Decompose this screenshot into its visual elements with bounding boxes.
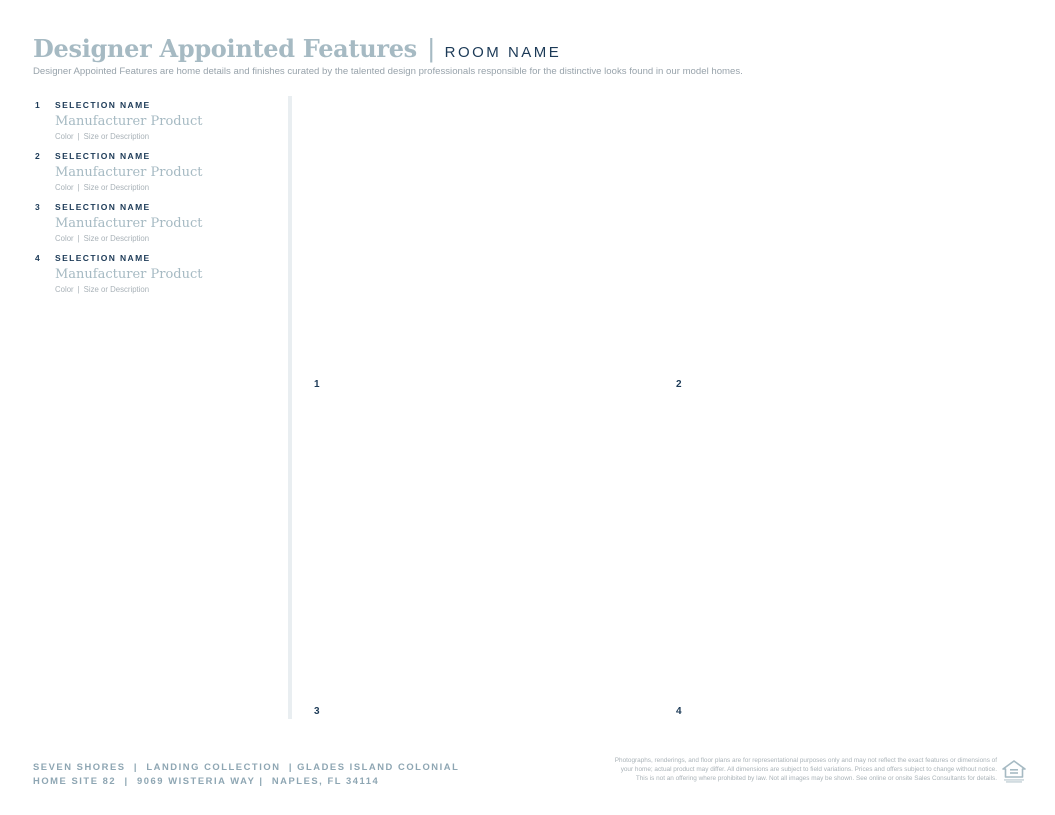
selection-name: SELECTION NAME bbox=[55, 253, 151, 263]
selection-color: Color bbox=[55, 183, 74, 192]
manufacturer-product: Manufacturer Product bbox=[55, 114, 203, 129]
manufacturer-product: Manufacturer Product bbox=[55, 165, 203, 180]
selection-item bbox=[35, 151, 275, 202]
selection-item bbox=[35, 202, 275, 253]
community-line: SEVEN SHORES | LANDING COLLECTION | GLADES ISLAND COLONIAL bbox=[33, 761, 460, 772]
selection-color: Color bbox=[55, 132, 74, 141]
detail-separator: | bbox=[77, 183, 80, 192]
selection-list bbox=[35, 100, 275, 304]
title-block bbox=[33, 33, 561, 64]
title-separator: | bbox=[427, 33, 435, 63]
disclaimer-line: your home; actual product may differ. All dimensions are subject to field variations. Prices and offers subject to change without notice. bbox=[620, 766, 997, 774]
selection-details bbox=[55, 183, 149, 192]
image-label-4: 4 bbox=[676, 706, 682, 717]
page-subtitle: Designer Appointed Features are home details and finishes curated by the talented design professionals responsible for the distinctive looks found in our model homes. bbox=[33, 66, 743, 77]
selection-details bbox=[55, 285, 149, 294]
selection-description: Size or Description bbox=[83, 183, 150, 192]
selection-name: SELECTION NAME bbox=[55, 100, 151, 110]
selection-name: SELECTION NAME bbox=[55, 151, 151, 161]
selection-number: 1 bbox=[35, 100, 40, 110]
selection-color: Color bbox=[55, 285, 74, 294]
manufacturer-product: Manufacturer Product bbox=[55, 216, 203, 231]
legal-disclaimer bbox=[527, 756, 997, 784]
equal-housing-opportunity-icon bbox=[1001, 758, 1027, 784]
manufacturer-product: Manufacturer Product bbox=[55, 267, 203, 282]
image-label-3: 3 bbox=[314, 706, 320, 717]
community-address bbox=[33, 760, 459, 788]
detail-separator: | bbox=[77, 132, 80, 141]
detail-separator: | bbox=[77, 234, 80, 243]
selection-name: SELECTION NAME bbox=[55, 202, 151, 212]
disclaimer-line: Photographs, renderings, and floor plans are for representational purposes only and may not reflect the exact features or dimensions of bbox=[614, 757, 997, 764]
selection-number: 2 bbox=[35, 151, 40, 161]
selection-details bbox=[55, 132, 149, 141]
selection-description: Size or Description bbox=[83, 285, 150, 294]
selection-number: 4 bbox=[35, 253, 40, 263]
page-title: Designer Appointed Features bbox=[33, 34, 417, 63]
selection-item bbox=[35, 253, 275, 304]
room-name: ROOM NAME bbox=[444, 44, 562, 61]
address-line: HOME SITE 82 | 9069 WISTERIA WAY | NAPLES, FL 34114 bbox=[33, 775, 380, 786]
selection-item bbox=[35, 100, 275, 151]
vertical-divider bbox=[288, 96, 292, 719]
image-label-2: 2 bbox=[676, 379, 682, 390]
image-label-1: 1 bbox=[314, 379, 320, 390]
detail-separator: | bbox=[77, 285, 80, 294]
selection-description: Size or Description bbox=[83, 234, 150, 243]
selection-details bbox=[55, 234, 149, 243]
selection-description: Size or Description bbox=[83, 132, 150, 141]
selection-number: 3 bbox=[35, 202, 40, 212]
selection-color: Color bbox=[55, 234, 74, 243]
disclaimer-line: This is not an offering where prohibited by law. Not all images may be shown. See online or onsite Sales Consultants for details. bbox=[635, 775, 997, 783]
